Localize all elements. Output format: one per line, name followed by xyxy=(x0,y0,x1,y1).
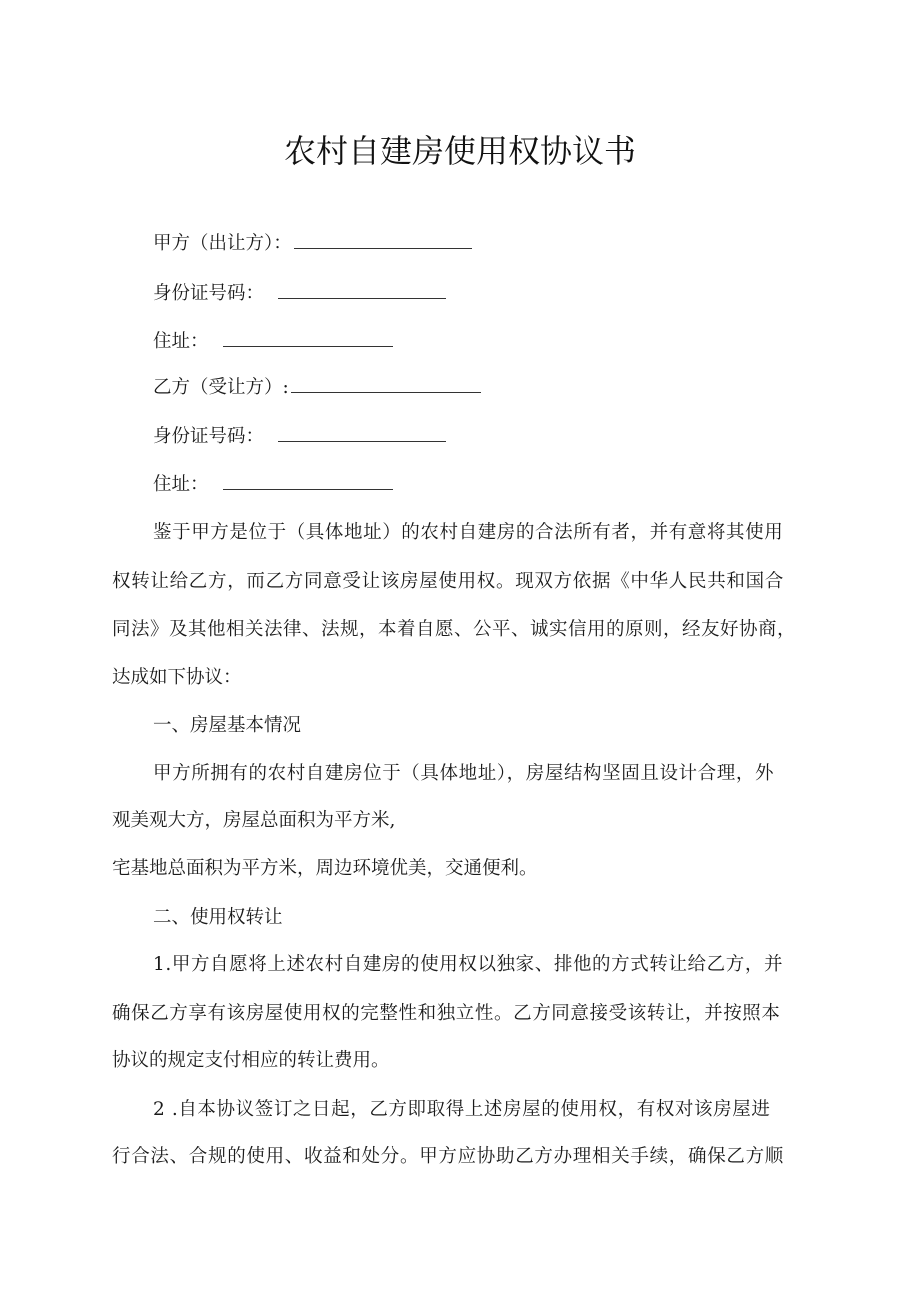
body-line: 鉴于甲方是位于（具体地址）的农村自建房的合法所有者，并有意将其使用 xyxy=(153,522,784,543)
body-line: 1.甲方自愿将上述农村自建房的使用权以独家、排他的方式转让给乙方，并 xyxy=(153,954,784,975)
body-line: 行合法、合规的使用、收益和处分。甲方应协助乙方办理相关手续，确保乙方顺 xyxy=(112,1146,785,1167)
blank-line xyxy=(223,328,393,347)
body-line: 同法》及其他相关法律、法规，本着自愿、公平、诚实信用的原则，经友好协商， xyxy=(112,619,797,640)
section-heading: 一、房屋基本情况 xyxy=(153,715,302,736)
document-title: 农村自建房使用权协议书 xyxy=(283,132,636,170)
field-label: 住址： xyxy=(153,474,209,495)
section-heading: 二、使用权转让 xyxy=(153,907,283,928)
body-line: 达成如下协议： xyxy=(112,667,242,688)
party-a-address-field xyxy=(153,327,393,353)
body-line: 权转让给乙方，而乙方同意受让该房屋使用权。现双方依据《中华人民共和国合 xyxy=(112,571,785,592)
body-line: 甲方所拥有的农村自建房位于（具体地址），房屋结构坚固且设计合理，外 xyxy=(153,763,775,784)
field-label: 甲方（出让方）： xyxy=(153,233,292,254)
field-label: 身份证号码： xyxy=(153,426,265,447)
party-a-name-field xyxy=(153,229,472,255)
party-a-id-field xyxy=(153,279,446,305)
blank-line xyxy=(223,471,393,490)
party-b-name-field xyxy=(153,373,481,399)
body-line: 确保乙方享有该房屋使用权的完整性和独立性。乙方同意接受该转让，并按照本 xyxy=(112,1003,781,1024)
body-line: 宅基地总面积为平方米，周边环境优美，交通便利。 xyxy=(112,858,538,879)
body-line: 观美观大方，房屋总面积为平方米, xyxy=(112,810,396,831)
blank-line xyxy=(278,423,446,442)
party-b-id-field xyxy=(153,422,446,448)
blank-line xyxy=(294,230,472,249)
field-label: 住址： xyxy=(153,331,209,352)
blank-line xyxy=(291,374,481,393)
body-line: 2 .自本协议签订之日起，乙方即取得上述房屋的使用权，有权对该房屋进 xyxy=(153,1099,771,1120)
field-label: 身份证号码： xyxy=(153,283,265,304)
field-label: 乙方（受让方）: xyxy=(153,377,289,398)
blank-line xyxy=(278,280,446,299)
party-b-address-field xyxy=(153,470,393,496)
body-line: 协议的规定支付相应的转让费用。 xyxy=(112,1050,390,1071)
